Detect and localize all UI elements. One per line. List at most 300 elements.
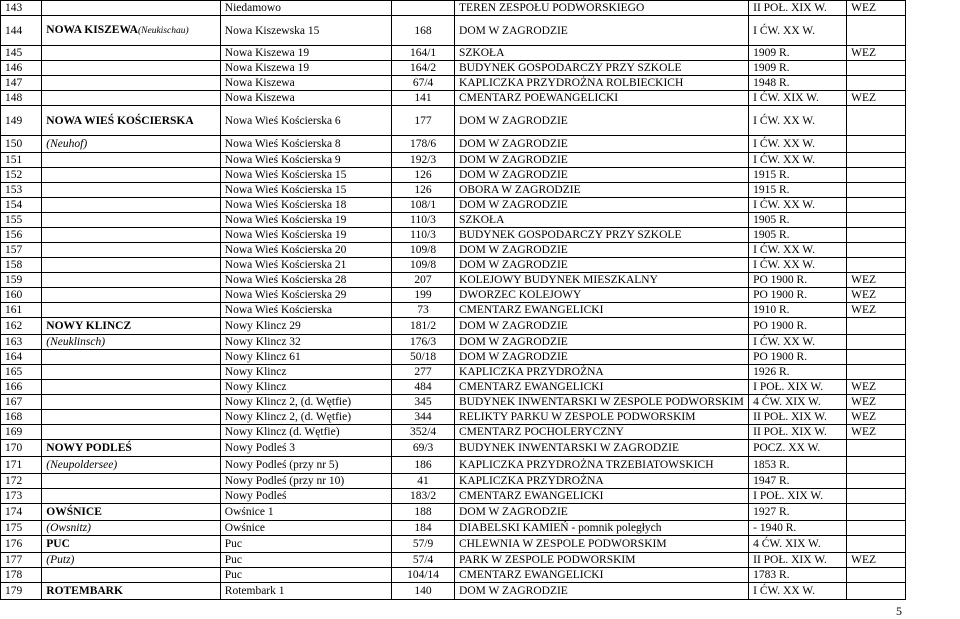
plot-number-cell: 177 (392, 106, 455, 136)
place-name-cell (42, 91, 221, 106)
place-name-cell: (Neuhof) (42, 136, 221, 153)
row-number-cell: 159 (1, 273, 42, 288)
place-name-cell: (Neupoldersee) (42, 457, 221, 474)
object-cell: BUDYNEK GOSPODARCZY PRZY SZKOLE (455, 61, 749, 76)
address-cell: Nowy Klincz 2, (d. Wętfie) (220, 395, 391, 410)
address-cell: Nowa Wieś Kościerska 15 (220, 183, 391, 198)
date-cell: I ĆW. XX W. (749, 106, 847, 136)
row-number-cell: 164 (1, 350, 42, 365)
date-cell: PO 1900 R. (749, 273, 847, 288)
table-row (1, 474, 906, 489)
wez-cell (847, 350, 906, 365)
place-name-cell (42, 350, 221, 365)
address-cell: Nowa Wieś Kościerska 18 (220, 198, 391, 213)
address-cell: Nowa Wieś Kościerska 21 (220, 258, 391, 273)
table-row (1, 106, 906, 136)
table-row (1, 183, 906, 198)
plot-number-cell: 484 (392, 380, 455, 395)
wez-cell (847, 365, 906, 380)
place-name-cell (42, 61, 221, 76)
row-number-cell: 179 (1, 583, 42, 600)
date-cell: I ĆW. XX W. (749, 16, 847, 46)
table-row (1, 583, 906, 600)
row-number-cell: 171 (1, 457, 42, 474)
date-cell: I POŁ. XIX W. (749, 380, 847, 395)
row-number-cell: 167 (1, 395, 42, 410)
date-cell: - 1940 R. (749, 521, 847, 536)
place-name-cell: NOWY KLINCZ (42, 318, 221, 335)
wez-cell (847, 568, 906, 583)
table-row (1, 1, 906, 16)
plot-number-cell: 104/14 (392, 568, 455, 583)
place-name-cell: OWŚNICE (42, 504, 221, 521)
plot-number-cell: 50/18 (392, 350, 455, 365)
address-cell: Nowa Wieś Kościerska (220, 303, 391, 318)
place-name-cell: NOWY PODLEŚ (42, 440, 221, 457)
wez-cell (847, 61, 906, 76)
plot-number-cell: 57/4 (392, 553, 455, 568)
address-cell: Nowy Podleś 3 (220, 440, 391, 457)
table-row (1, 335, 906, 350)
row-number-cell: 155 (1, 213, 42, 228)
place-name-cell (42, 76, 221, 91)
table-row (1, 303, 906, 318)
address-cell: Nowy Podleś (przy nr 10) (220, 474, 391, 489)
wez-cell (847, 228, 906, 243)
object-cell: SZKOŁA (455, 213, 749, 228)
place-name-cell (42, 153, 221, 168)
wez-cell (847, 168, 906, 183)
wez-cell (847, 583, 906, 600)
row-number-cell: 149 (1, 106, 42, 136)
address-cell: Nowy Klincz (220, 365, 391, 380)
date-cell: 1910 R. (749, 303, 847, 318)
object-cell: DIABELSKI KAMIEŃ - pomnik poległych (455, 521, 749, 536)
object-cell: DOM W ZAGRODZIE (455, 243, 749, 258)
row-number-cell: 154 (1, 198, 42, 213)
object-cell: CMENTARZ EWANGELICKI (455, 303, 749, 318)
place-name-cell (42, 243, 221, 258)
date-cell: PO 1900 R. (749, 318, 847, 335)
wez-cell (847, 457, 906, 474)
object-cell: TEREN ZESPOŁU PODWORSKIEGO (455, 1, 749, 16)
plot-number-cell: 168 (392, 16, 455, 46)
date-cell: 1947 R. (749, 474, 847, 489)
place-name-cell (42, 395, 221, 410)
address-cell: Nowa Wieś Kościerska 28 (220, 273, 391, 288)
plot-number-cell: 199 (392, 288, 455, 303)
object-cell: KAPLICZKA PRZYDROŻNA TRZEBIATOWSKICH (455, 457, 749, 474)
address-cell: Owśnice 1 (220, 504, 391, 521)
table-row (1, 395, 906, 410)
object-cell: DOM W ZAGRODZIE (455, 198, 749, 213)
row-number-cell: 176 (1, 536, 42, 553)
row-number-cell: 158 (1, 258, 42, 273)
object-cell: DOM W ZAGRODZIE (455, 583, 749, 600)
object-cell: CMENTARZ POCHOLERYCZNY (455, 425, 749, 440)
plot-number-cell: 73 (392, 303, 455, 318)
address-cell: Nowa Wieś Kościerska 29 (220, 288, 391, 303)
wez-cell (847, 258, 906, 273)
place-name-cell (42, 474, 221, 489)
wez-cell (847, 318, 906, 335)
place-name-cell (42, 303, 221, 318)
place-name-cell (42, 273, 221, 288)
row-number-cell: 166 (1, 380, 42, 395)
object-cell: CMENTARZ EWANGELICKI (455, 489, 749, 504)
address-cell: Niedamowo (220, 1, 391, 16)
table-row (1, 243, 906, 258)
table-row (1, 46, 906, 61)
object-cell: CMENTARZ POEWANGELICKI (455, 91, 749, 106)
object-cell: DOM W ZAGRODZIE (455, 258, 749, 273)
row-number-cell: 156 (1, 228, 42, 243)
date-cell: I ĆW. XX W. (749, 136, 847, 153)
table-row (1, 568, 906, 583)
address-cell: Owśnice (220, 521, 391, 536)
wez-cell (847, 536, 906, 553)
place-name-cell (42, 183, 221, 198)
address-cell: Nowa Wieś Kościerska 6 (220, 106, 391, 136)
address-cell: Nowa Kiszewa 19 (220, 46, 391, 61)
place-name-cell (42, 16, 221, 46)
object-cell: DOM W ZAGRODZIE (455, 106, 749, 136)
plot-number-cell: 277 (392, 365, 455, 380)
object-cell: BUDYNEK GOSPODARCZY PRZY SZKOLE (455, 228, 749, 243)
table-row (1, 521, 906, 536)
plot-number-cell: 57/9 (392, 536, 455, 553)
date-cell: 4 ĆW. XIX W. (749, 536, 847, 553)
place-name-cell (42, 258, 221, 273)
object-cell: PARK W ZESPOLE PODWORSKIM (455, 553, 749, 568)
address-cell: Nowy Klincz 32 (220, 335, 391, 350)
row-number-cell: 169 (1, 425, 42, 440)
plot-number-cell: 110/3 (392, 213, 455, 228)
table-row (1, 536, 906, 553)
object-cell: OBORA W ZAGRODZIE (455, 183, 749, 198)
plot-number-cell: 164/1 (392, 46, 455, 61)
date-cell: I ĆW. XIX W. (749, 91, 847, 106)
plot-number-cell: 181/2 (392, 318, 455, 335)
object-cell: BUDYNEK INWENTARSKI W ZAGRODZIE (455, 440, 749, 457)
address-cell: Nowy Klincz 61 (220, 350, 391, 365)
table-row (1, 553, 906, 568)
date-cell: 1905 R. (749, 213, 847, 228)
wez-cell (847, 504, 906, 521)
object-cell: DOM W ZAGRODZIE (455, 153, 749, 168)
address-cell: Rotembark 1 (220, 583, 391, 600)
date-cell: II POŁ. XIX W. (749, 425, 847, 440)
place-name-cell (42, 228, 221, 243)
row-number-cell: 146 (1, 61, 42, 76)
table-row (1, 213, 906, 228)
table-row (1, 228, 906, 243)
table-row (1, 136, 906, 153)
object-cell: DOM W ZAGRODZIE (455, 168, 749, 183)
date-cell: 1927 R. (749, 504, 847, 521)
date-cell: I ĆW. XX W. (749, 583, 847, 600)
row-number-cell: 148 (1, 91, 42, 106)
row-number-cell: 162 (1, 318, 42, 335)
wez-cell (847, 440, 906, 457)
plot-number-cell: 352/4 (392, 425, 455, 440)
place-name-cell (42, 288, 221, 303)
place-german-name: (Neukischau) (137, 26, 189, 36)
table-row (1, 273, 906, 288)
table-row (1, 288, 906, 303)
wez-cell (847, 183, 906, 198)
object-cell: DWORZEC KOLEJOWY (455, 288, 749, 303)
plot-number-cell: 188 (392, 504, 455, 521)
place-name: NOWA KISZEWA (46, 24, 138, 36)
date-cell: I ĆW. XX W. (749, 335, 847, 350)
place-name-cell (42, 489, 221, 504)
row-number-cell: 152 (1, 168, 42, 183)
date-cell: 1915 R. (749, 183, 847, 198)
date-cell: 1948 R. (749, 76, 847, 91)
wez-cell: WEZ (847, 553, 906, 568)
wez-cell (847, 153, 906, 168)
table-row (1, 318, 906, 335)
wez-cell (847, 474, 906, 489)
object-cell: BUDYNEK INWENTARSKI W ZESPOLE PODWORSKIM (455, 395, 749, 410)
row-number-cell: 173 (1, 489, 42, 504)
table-row (1, 489, 906, 504)
object-cell: DOM W ZAGRODZIE (455, 504, 749, 521)
row-number-cell: 150 (1, 136, 42, 153)
object-cell: CMENTARZ EWANGELICKI (455, 380, 749, 395)
row-number-cell: 145 (1, 46, 42, 61)
address-cell: Nowa Wieś Kościerska 9 (220, 153, 391, 168)
row-number-cell: 175 (1, 521, 42, 536)
address-cell: Nowa Kiszewska 15 (220, 16, 391, 46)
wez-cell: WEZ (847, 425, 906, 440)
address-cell: Nowa Wieś Kościerska 15 (220, 168, 391, 183)
date-cell: II POŁ. XIX W. (749, 1, 847, 16)
date-cell: I ĆW. XX W. (749, 243, 847, 258)
wez-cell: WEZ (847, 288, 906, 303)
table-row (1, 76, 906, 91)
wez-cell: WEZ (847, 1, 906, 16)
wez-cell (847, 16, 906, 46)
address-cell: Nowy Klincz 29 (220, 318, 391, 335)
address-cell: Puc (220, 553, 391, 568)
table-row (1, 410, 906, 425)
table-row (1, 91, 906, 106)
date-cell: 1926 R. (749, 365, 847, 380)
wez-cell: WEZ (847, 410, 906, 425)
row-number-cell: 174 (1, 504, 42, 521)
place-name-cell: PUC (42, 536, 221, 553)
row-number-cell: 151 (1, 153, 42, 168)
table-row (1, 153, 906, 168)
row-number-cell: 143 (1, 1, 42, 16)
row-number-cell: 178 (1, 568, 42, 583)
table-body (1, 1, 906, 600)
address-cell: Nowy Klincz 2, (d. Wętfie) (220, 410, 391, 425)
plot-number-cell: 178/6 (392, 136, 455, 153)
wez-cell (847, 213, 906, 228)
object-cell: SZKOŁA (455, 46, 749, 61)
plot-number-cell: 140 (392, 583, 455, 600)
plot-number-cell: 109/8 (392, 243, 455, 258)
plot-number-cell: 192/3 (392, 153, 455, 168)
place-name-cell: (Owsnitz) (42, 521, 221, 536)
wez-cell (847, 198, 906, 213)
plot-number-cell: 67/4 (392, 76, 455, 91)
object-cell: CHLEWNIA W ZESPOLE PODWORSKIM (455, 536, 749, 553)
object-cell: DOM W ZAGRODZIE (455, 16, 749, 46)
object-cell: KAPLICZKA PRZYDROŻNA ROLBIECKICH (455, 76, 749, 91)
wez-cell (847, 76, 906, 91)
plot-number-cell: 141 (392, 91, 455, 106)
address-cell: Nowa Kiszewa (220, 76, 391, 91)
address-cell: Nowa Wieś Kościerska 19 (220, 228, 391, 243)
place-name-cell (42, 198, 221, 213)
address-cell: Nowy Podleś (przy nr 5) (220, 457, 391, 474)
row-number-cell: 153 (1, 183, 42, 198)
table-row (1, 440, 906, 457)
plot-number-cell: 344 (392, 410, 455, 425)
date-cell: 1905 R. (749, 228, 847, 243)
date-cell: 1909 R. (749, 46, 847, 61)
table-row (1, 365, 906, 380)
object-cell: DOM W ZAGRODZIE (455, 318, 749, 335)
wez-cell (847, 136, 906, 153)
row-number-cell: 161 (1, 303, 42, 318)
object-cell: DOM W ZAGRODZIE (455, 335, 749, 350)
plot-number-cell: 186 (392, 457, 455, 474)
address-cell: Nowa Kiszewa 19 (220, 61, 391, 76)
table-row (1, 380, 906, 395)
table-row (1, 425, 906, 440)
row-number-cell: 160 (1, 288, 42, 303)
row-number-cell: 170 (1, 440, 42, 457)
place-name-cell: (Neuklinsch) (42, 335, 221, 350)
wez-cell (847, 521, 906, 536)
row-number-cell: 165 (1, 365, 42, 380)
row-number-cell: 172 (1, 474, 42, 489)
plot-number-cell: 345 (392, 395, 455, 410)
place-name-cell (42, 46, 221, 61)
table-row (1, 16, 906, 46)
plot-number-cell: 126 (392, 183, 455, 198)
date-cell: 1915 R. (749, 168, 847, 183)
plot-number-cell (392, 1, 455, 16)
plot-number-cell: 183/2 (392, 489, 455, 504)
place-name-cell (42, 213, 221, 228)
table-row (1, 258, 906, 273)
row-number-cell: 157 (1, 243, 42, 258)
plot-number-cell: 41 (392, 474, 455, 489)
date-cell: 4 ĆW. XIX W. (749, 395, 847, 410)
address-cell: Nowa Wieś Kościerska 19 (220, 213, 391, 228)
plot-number-cell: 184 (392, 521, 455, 536)
plot-number-cell: 108/1 (392, 198, 455, 213)
wez-cell: WEZ (847, 46, 906, 61)
plot-number-cell: 176/3 (392, 335, 455, 350)
plot-number-cell: 207 (392, 273, 455, 288)
place-name-cell (42, 168, 221, 183)
wez-cell: WEZ (847, 303, 906, 318)
wez-cell: WEZ (847, 91, 906, 106)
object-cell: RELIKTY PARKU W ZESPOLE PODWORSKIM (455, 410, 749, 425)
plot-number-cell: 110/3 (392, 228, 455, 243)
address-cell: Nowy Klincz (d. Wętfie) (220, 425, 391, 440)
row-number-cell: 147 (1, 76, 42, 91)
table-row (1, 61, 906, 76)
date-cell: I ĆW. XX W. (749, 258, 847, 273)
page-number: 5 (896, 604, 902, 618)
wez-cell: WEZ (847, 273, 906, 288)
object-cell: CMENTARZ EWANGELICKI (455, 568, 749, 583)
place-name-cell (42, 568, 221, 583)
place-name-cell: NOWA WIEŚ KOŚCIERSKA (42, 106, 221, 136)
date-cell: 1853 R. (749, 457, 847, 474)
address-cell: Nowa Wieś Kościerska 8 (220, 136, 391, 153)
address-cell: Nowa Kiszewa (220, 91, 391, 106)
place-name-cell (42, 365, 221, 380)
date-cell: I POŁ. XIX W. (749, 489, 847, 504)
object-cell: DOM W ZAGRODZIE (455, 350, 749, 365)
table-row (1, 350, 906, 365)
row-number-cell: 163 (1, 335, 42, 350)
wez-cell (847, 335, 906, 350)
date-cell: II POŁ. XIX W. (749, 553, 847, 568)
date-cell: PO 1900 R. (749, 350, 847, 365)
object-cell: DOM W ZAGRODZIE (455, 136, 749, 153)
address-cell: Puc (220, 536, 391, 553)
object-cell: KAPLICZKA PRZYDROŻNA (455, 474, 749, 489)
wez-cell (847, 243, 906, 258)
place-name-cell: ROTEMBARK (42, 583, 221, 600)
table-row (1, 504, 906, 521)
wez-cell: WEZ (847, 380, 906, 395)
place-name-cell: (Putz) (42, 553, 221, 568)
table-row (1, 457, 906, 474)
table-row (1, 168, 906, 183)
row-number-cell: 144 (1, 16, 42, 46)
address-cell: Nowa Wieś Kościerska 20 (220, 243, 391, 258)
place-name-cell (42, 425, 221, 440)
address-cell: Nowy Podleś (220, 489, 391, 504)
date-cell: 1909 R. (749, 61, 847, 76)
date-cell: I ĆW. XX W. (749, 153, 847, 168)
wez-cell: WEZ (847, 395, 906, 410)
plot-number-cell: 69/3 (392, 440, 455, 457)
plot-number-cell: 126 (392, 168, 455, 183)
row-number-cell: 168 (1, 410, 42, 425)
row-number-cell: 177 (1, 553, 42, 568)
date-cell: POCZ. XX W. (749, 440, 847, 457)
place-name-cell (42, 1, 221, 16)
place-name-cell (42, 380, 221, 395)
wez-cell (847, 106, 906, 136)
address-cell: Nowy Klincz (220, 380, 391, 395)
date-cell: PO 1900 R. (749, 288, 847, 303)
object-cell: KAPLICZKA PRZYDROŻNA (455, 365, 749, 380)
wez-cell (847, 489, 906, 504)
date-cell: 1783 R. (749, 568, 847, 583)
address-cell: Puc (220, 568, 391, 583)
place-name-cell (42, 410, 221, 425)
date-cell: II POŁ. XIX W. (749, 410, 847, 425)
object-cell: KOLEJOWY BUDYNEK MIESZKALNY (455, 273, 749, 288)
plot-number-cell: 164/2 (392, 61, 455, 76)
plot-number-cell: 109/8 (392, 258, 455, 273)
date-cell: I ĆW. XX W. (749, 198, 847, 213)
table-row (1, 198, 906, 213)
